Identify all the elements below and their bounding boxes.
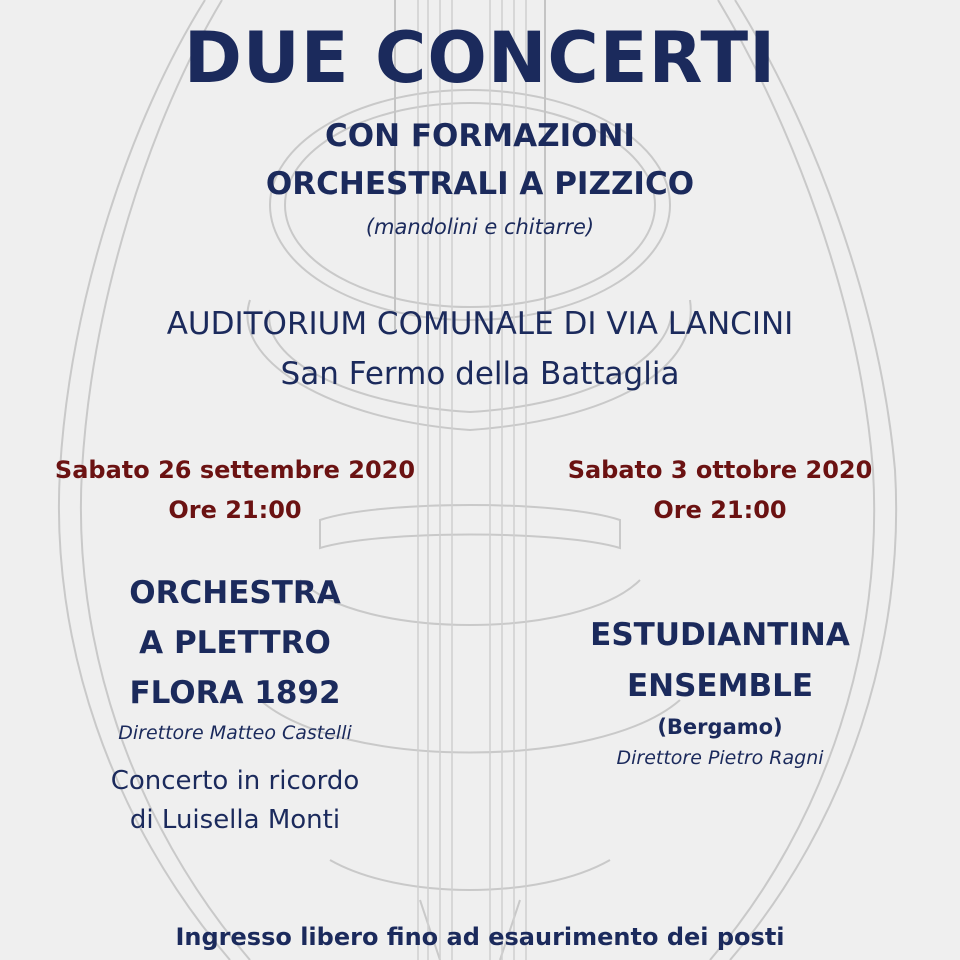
concert-1-ensemble-line-1: ORCHESTRA	[129, 575, 341, 611]
concert-2-director: Direttore Pietro Ragni	[616, 747, 824, 769]
concert-2-date: Sabato 3 ottobre 2020	[567, 456, 873, 484]
concert-1-ensemble-line-2: A PLETTRO	[139, 625, 331, 661]
concert-1-date: Sabato 26 settembre 2020	[54, 456, 416, 484]
concert-1-note-line-1: Concerto in ricordo	[110, 766, 360, 796]
venue-town: San Fermo della Battaglia	[280, 356, 680, 392]
subtitle-line-1: CON FORMAZIONI	[325, 118, 635, 154]
venue-name: AUDITORIUM COMUNALE DI VIA LANCINI	[166, 306, 794, 342]
subtitle-line-2: ORCHESTRALI A PIZZICO	[265, 166, 695, 202]
concert-1-director: Direttore Matteo Castelli	[118, 722, 352, 744]
concert-2-ensemble-line-2: ENSEMBLE	[626, 668, 814, 704]
concert-2-time: Ore 21:00	[653, 496, 787, 524]
poster-title: DUE CONCERTI	[183, 17, 777, 99]
concert-2-ensemble-line-1: ESTUDIANTINA	[590, 617, 850, 653]
footer-note: Ingresso libero fino ad esaurimento dei posti	[175, 923, 785, 951]
concert-1-note-line-2: di Luisella Monti	[129, 805, 341, 835]
subtitle-note: (mandolini e chitarre)	[365, 215, 595, 239]
concert-2-origin: (Bergamo)	[657, 715, 783, 739]
concert-1-time: Ore 21:00	[168, 496, 302, 524]
concert-1-ensemble-line-3: FLORA 1892	[129, 675, 341, 711]
